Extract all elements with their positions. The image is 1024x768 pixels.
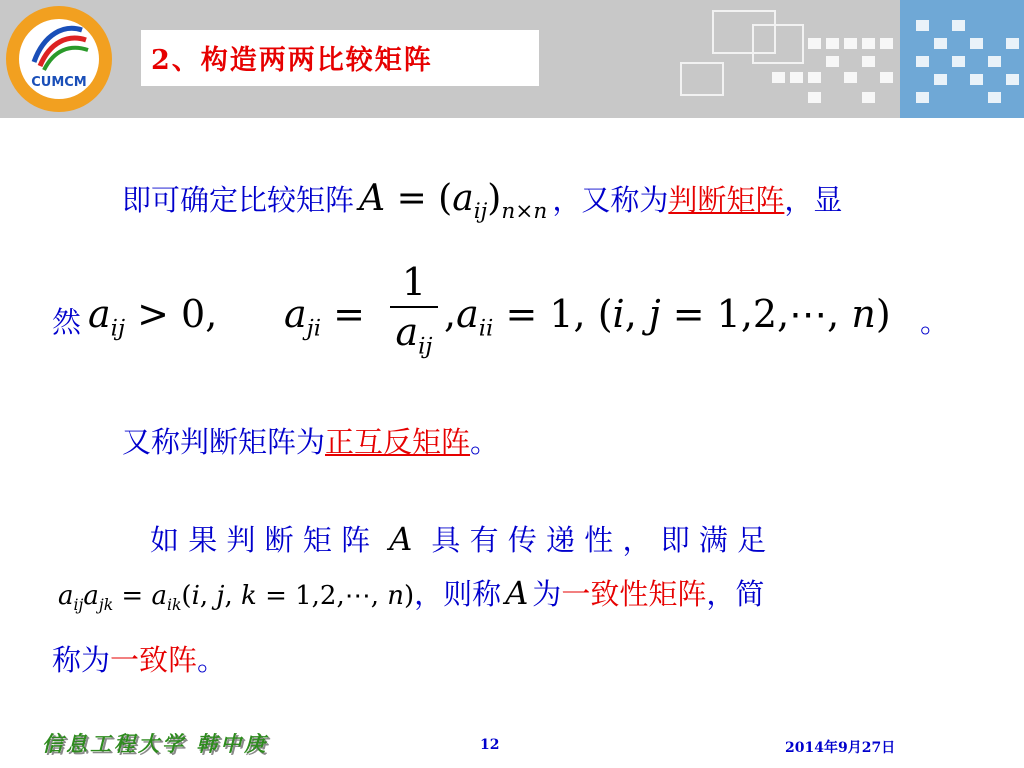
formula-matrix-a: A bbox=[389, 520, 413, 558]
text-segment: 又称判断矩阵为 bbox=[122, 425, 326, 459]
header-deco-square bbox=[1006, 38, 1019, 49]
header-deco-square bbox=[934, 74, 947, 85]
text-segment: 称为 bbox=[52, 643, 111, 677]
formula-matrix-a: $A = (a_{ij})_{n\times n}$ bbox=[359, 178, 548, 225]
header-deco-square bbox=[844, 38, 857, 49]
term-consistent-matrix: 一致性矩阵 bbox=[561, 577, 707, 611]
text-segment: ，简 bbox=[706, 577, 765, 611]
formula-diagonal: $,a_{ii} = 1$, (i, j = 1,2,⋯, n) bbox=[444, 292, 891, 342]
formula-positive: $a_{ij} > 0$, bbox=[88, 292, 218, 342]
header-deco-square bbox=[916, 92, 929, 103]
paragraph-line-3 bbox=[122, 420, 499, 461]
header-deco-square bbox=[1006, 74, 1019, 85]
paragraph-line-5 bbox=[58, 572, 764, 614]
header-deco-square bbox=[808, 38, 821, 49]
header-deco-square bbox=[826, 38, 839, 49]
header-deco-square bbox=[988, 56, 1001, 67]
slide-title: 2、构造两两比较矩阵 bbox=[151, 45, 433, 76]
header-deco-square bbox=[916, 20, 929, 31]
header-deco-square bbox=[772, 72, 785, 83]
header-deco-square bbox=[844, 72, 857, 83]
header-deco-square bbox=[862, 92, 875, 103]
fraction-bar bbox=[390, 306, 438, 308]
formula-consistency: $a_{ij}a_{jk} = a_{ik}(i$, j, k = 1,2,⋯, n) bbox=[58, 581, 415, 615]
header-deco-square bbox=[826, 56, 839, 67]
formula-matrix-a: A bbox=[505, 574, 529, 612]
footer-date: 2014年9月27日 bbox=[785, 740, 896, 756]
term-consistent-array: 一致阵 bbox=[110, 643, 198, 677]
formula-fraction bbox=[388, 260, 440, 360]
footer-page-number: 12 bbox=[480, 737, 500, 753]
header-deco-square bbox=[970, 74, 983, 85]
header-deco-frame bbox=[752, 24, 804, 64]
header-deco-square bbox=[880, 38, 893, 49]
header-deco-square bbox=[862, 38, 875, 49]
text-segment: 为 bbox=[532, 577, 562, 611]
text-segment: 。 bbox=[470, 425, 500, 459]
logo-text: CUMCM bbox=[31, 75, 87, 90]
paragraph-line-2 bbox=[52, 300, 81, 341]
paragraph-line-1 bbox=[122, 178, 842, 224]
header-deco-square bbox=[952, 56, 965, 67]
header-deco-square bbox=[934, 38, 947, 49]
header-deco-square bbox=[790, 72, 803, 83]
text-segment: 具 有 传 递 性 ， 即 满 足 bbox=[431, 523, 767, 557]
term-judgment-matrix: 判断矩阵 bbox=[668, 183, 785, 217]
paragraph-line-6 bbox=[52, 638, 226, 679]
term-positive-reciprocal: 正互反矩阵 bbox=[325, 425, 471, 459]
header-deco-square bbox=[862, 56, 875, 67]
header-deco-square bbox=[916, 56, 929, 67]
text-segment: 即可确定比较矩阵 bbox=[122, 183, 355, 217]
text-segment: ，则称 bbox=[414, 577, 502, 611]
cumcm-logo bbox=[4, 4, 114, 114]
text-segment: ，显 bbox=[784, 183, 843, 217]
formula-reciprocal-lhs: $a_{ji}$ = bbox=[284, 292, 365, 342]
fraction-denominator: $a_{ij}$ bbox=[395, 310, 433, 360]
paragraph-line-2-end bbox=[920, 300, 949, 341]
text-segment: ，又称为 bbox=[552, 183, 669, 217]
header-deco-square bbox=[808, 92, 821, 103]
header-deco-square bbox=[880, 72, 893, 83]
footer-author: 信息工程大学 韩中庚 bbox=[42, 731, 269, 756]
fraction-numerator: 1 bbox=[401, 260, 427, 304]
header-deco-square bbox=[808, 72, 821, 83]
text-segment: 然 bbox=[52, 305, 82, 339]
title-box bbox=[141, 30, 539, 86]
text-segment: 如 果 判 断 矩 阵 bbox=[150, 523, 371, 557]
header-deco-square bbox=[988, 92, 1001, 103]
header-deco-square bbox=[952, 20, 965, 31]
header-deco-frame bbox=[680, 62, 724, 96]
text-segment: 。 bbox=[197, 643, 227, 677]
paragraph-line-4 bbox=[150, 518, 766, 559]
header-deco-square bbox=[970, 38, 983, 49]
text-segment: 。 bbox=[920, 305, 950, 339]
